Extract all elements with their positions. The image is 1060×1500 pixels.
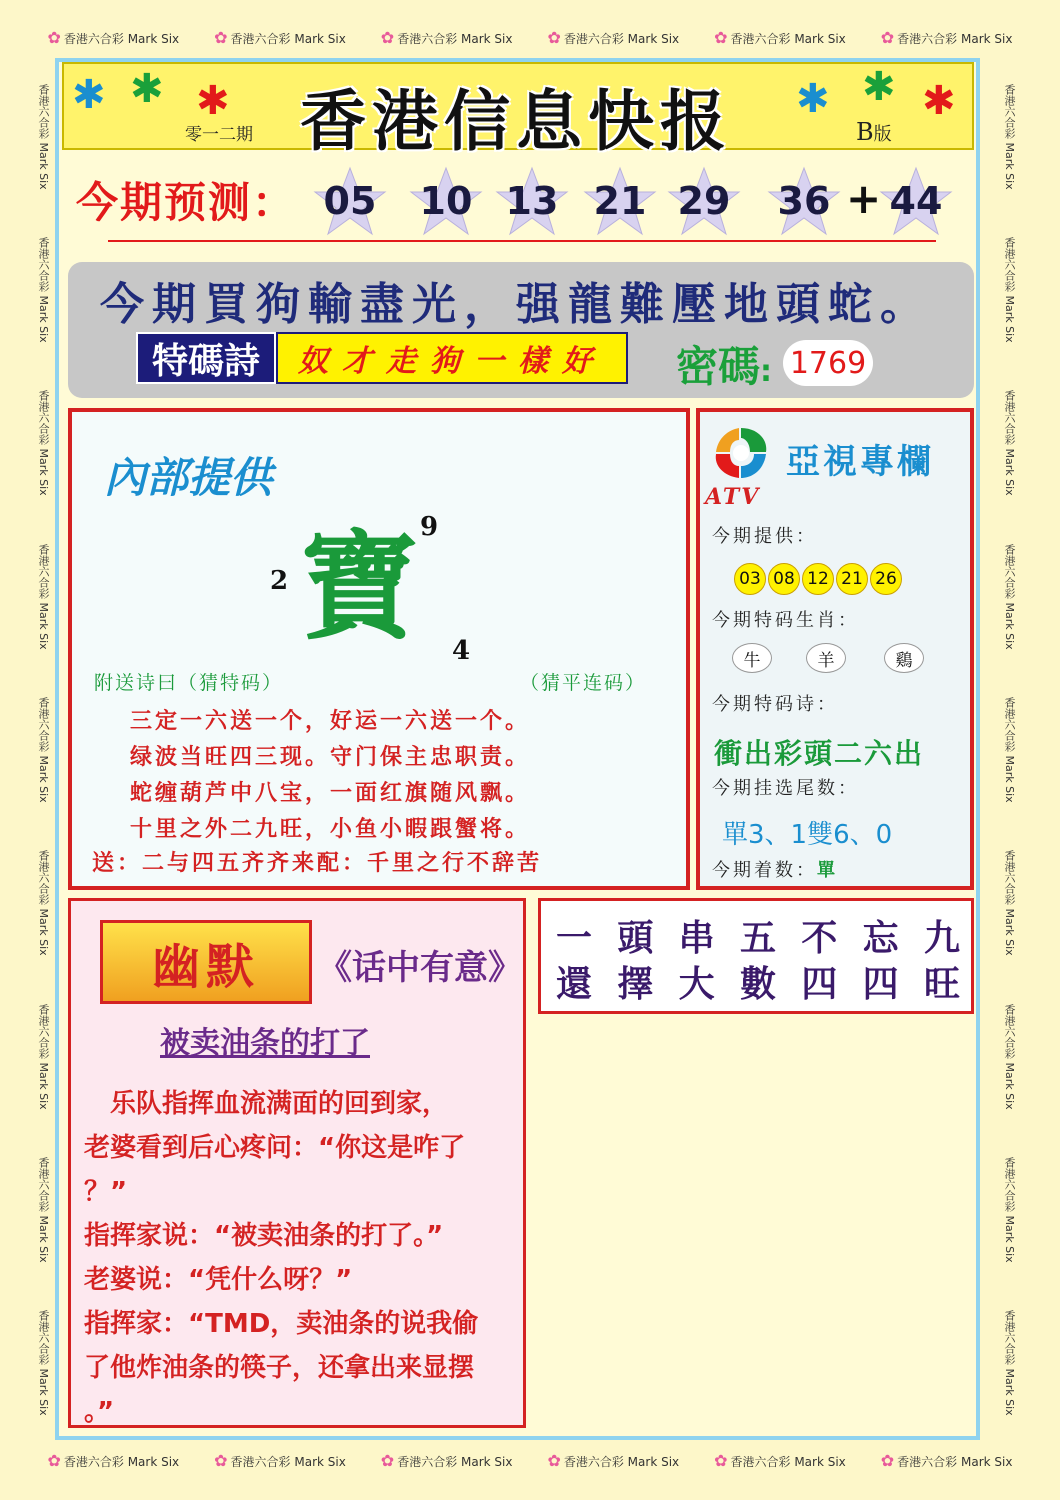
- border-label: ✿ 香港六合彩 Mark Six: [214, 27, 346, 47]
- zodiac-badge: 牛: [732, 643, 772, 673]
- border-label: 香港六合彩 Mark Six: [37, 237, 50, 343]
- humor-line: 老婆说：“凭什么呀？”: [84, 1265, 353, 1295]
- flower-icon: ✿: [47, 27, 61, 47]
- humor-line: ？”: [84, 1177, 128, 1207]
- riddle-char: 頭: [617, 917, 654, 959]
- verse-line: 十里之外二九旺，小鱼小暇跟蟹将。: [130, 817, 531, 842]
- humor-line: 了他炸油条的筷子，还拿出来显摆: [84, 1353, 475, 1383]
- border-label: ✿ 香港六合彩 Mark Six: [214, 1450, 346, 1470]
- flower-icon: ✿: [47, 1450, 61, 1470]
- border-bottom: [30, 1445, 1030, 1475]
- zodiac-badge: 鷄: [884, 643, 924, 673]
- atv-ball: 26: [870, 563, 902, 595]
- humor-line: 乐队指挥血流满面的回到家，: [84, 1089, 449, 1119]
- border-label: 香港六合彩 Mark Six: [37, 1003, 50, 1110]
- send-line: 送：二与四五齐齐来配：千里之行不辞苦: [92, 851, 543, 876]
- zodiac-badge: 羊: [806, 643, 846, 673]
- code-value: 1769: [783, 340, 873, 386]
- riddle-char: 不: [801, 917, 838, 959]
- border-label: 香港六合彩 Mark Six: [37, 1157, 50, 1263]
- border-label: 香港六合彩 Mark Six: [1003, 543, 1016, 650]
- border-label: 香港六合彩 Mark Six: [1003, 1310, 1016, 1417]
- prediction-number: 10: [408, 166, 484, 236]
- divider: [108, 240, 936, 242]
- border-label: 香港六合彩 Mark Six: [37, 850, 50, 957]
- border-left: [30, 60, 56, 1440]
- page-title: 香港信息快报: [300, 82, 732, 160]
- riddle-char: 還: [556, 963, 593, 1005]
- border-label: ✿ 香港六合彩 Mark Six: [714, 1450, 846, 1470]
- verse-line: 绿波当旺四三现。守门保主忠职责。: [130, 745, 531, 770]
- asterisk-icon: ✱: [922, 78, 956, 124]
- riddle-row: [556, 910, 960, 961]
- border-label: ✿ 香港六合彩 Mark Six: [880, 27, 1013, 47]
- atv-ball: 12: [802, 563, 834, 595]
- headline: 今期買狗輸盡光，强龍難壓地頭蛇。: [100, 279, 932, 330]
- border-label: 香港六合彩 Mark Six: [37, 83, 50, 190]
- flower-icon: ✿: [214, 1450, 228, 1470]
- border-label: 香港六合彩 Mark Six: [1003, 850, 1016, 957]
- border-label: 香港六合彩 Mark Six: [1003, 237, 1016, 343]
- flower-icon: ✿: [214, 27, 228, 47]
- count-line: 今期着数：單: [712, 860, 838, 881]
- border-right: [996, 60, 1022, 1440]
- flower-icon: ✿: [547, 27, 561, 47]
- humor-line: 老婆看到后心疼问：“你这是咋了: [84, 1133, 466, 1163]
- riddle-char: 數: [739, 963, 776, 1005]
- border-label: ✿ 香港六合彩 Mark Six: [547, 27, 680, 47]
- flower-icon: ✿: [380, 1450, 395, 1470]
- atv-poem-label: 今期特码诗：: [712, 694, 838, 715]
- humor-subtitle: 《话中有意》: [318, 948, 522, 988]
- riddle-char: 大: [678, 963, 715, 1005]
- border-label: 香港六合彩 Mark Six: [1003, 1157, 1016, 1263]
- border-label: ✿ 香港六合彩 Mark Six: [380, 27, 513, 47]
- number-top: 9: [420, 512, 439, 542]
- border-label: ✿ 香港六合彩 Mark Six: [380, 1450, 513, 1470]
- humor-body: [84, 1082, 524, 1434]
- riddle-char: 旺: [923, 963, 960, 1005]
- plus-sign: +: [846, 174, 882, 223]
- border-label: ✿ 香港六合彩 Mark Six: [47, 1450, 180, 1470]
- internal-title: 內部提供: [104, 453, 273, 502]
- humor-line: 指挥家：“TMD，卖油条的说我偷: [84, 1309, 479, 1339]
- verse-line: 三定一六送一个，好运一六送一个。: [130, 709, 531, 734]
- big-character: 寶: [300, 517, 419, 656]
- number-left: 2: [270, 566, 289, 596]
- border-label: 香港六合彩 Mark Six: [1003, 1003, 1016, 1110]
- border-label: ✿ 香港六合彩 Mark Six: [880, 1450, 1013, 1470]
- riddle-char: 一: [556, 917, 593, 959]
- zodiac-label: 今期特码生肖：: [712, 610, 859, 631]
- atv-ball: 08: [768, 563, 800, 595]
- riddle-row: [556, 956, 960, 1007]
- prediction-number: 13: [494, 166, 570, 236]
- flower-icon: ✿: [380, 27, 395, 47]
- border-label: 香港六合彩 Mark Six: [37, 1310, 50, 1417]
- number-bottom: 4: [452, 636, 471, 666]
- border-label: 香港六合彩 Mark Six: [37, 390, 50, 497]
- border-label: 香港六合彩 Mark Six: [1003, 390, 1016, 497]
- border-label: ✿ 香港六合彩 Mark Six: [47, 27, 180, 47]
- prediction-number: 36: [766, 166, 842, 236]
- code-label: 密碼:: [676, 342, 773, 391]
- atv-ball: 21: [836, 563, 868, 595]
- riddle-char: 九: [923, 917, 960, 959]
- flower-icon: ✿: [880, 27, 895, 47]
- border-top: [30, 22, 1030, 52]
- atv-logo-text: ATV: [705, 484, 761, 510]
- flower-icon: ✿: [714, 1450, 728, 1470]
- border-label: 香港六合彩 Mark Six: [37, 543, 50, 650]
- issue-number: 零一二期: [185, 125, 253, 145]
- atv-ball: 03: [734, 563, 766, 595]
- atv-title: 亞視專欄: [786, 442, 934, 482]
- poem-label: 特碼詩: [136, 332, 276, 384]
- flower-icon: ✿: [880, 1450, 895, 1470]
- border-label: ✿ 香港六合彩 Mark Six: [547, 1450, 680, 1470]
- asterisk-icon: ✱: [196, 78, 230, 124]
- atv-poem: 衝出彩頭二六出: [714, 737, 925, 770]
- provide-label: 今期提供：: [712, 526, 817, 547]
- riddle-char: 五: [739, 917, 776, 959]
- flower-icon: ✿: [714, 27, 728, 47]
- tail-label: 今期挂选尾数：: [712, 778, 859, 799]
- humor-heading: 被卖油条的打了: [160, 1026, 370, 1061]
- riddle-char: 擇: [617, 963, 654, 1005]
- verse-line: 蛇缠葫芦中八宝，一面红旗随风飘。: [130, 781, 531, 806]
- asterisk-icon: ✱: [130, 66, 164, 112]
- prediction-label: 今期预测：: [76, 178, 297, 227]
- riddle-char: 串: [678, 917, 715, 959]
- riddle-char: 忘: [862, 917, 899, 959]
- riddle-char: 四: [801, 963, 838, 1005]
- tail-value: 單3、1雙6、0: [722, 820, 893, 850]
- humor-badge: 幽默: [100, 920, 312, 1004]
- prediction-number: 05: [312, 166, 388, 236]
- prediction-number: 29: [666, 166, 742, 236]
- poem-text: 奴才走狗一樣好: [276, 332, 628, 384]
- asterisk-icon: ✱: [72, 72, 106, 118]
- prediction-number: 21: [582, 166, 658, 236]
- gift-left: 附送诗曰（猜特码）: [94, 672, 284, 694]
- atv-logo-icon: [710, 424, 772, 480]
- humor-line: 。”: [84, 1397, 115, 1427]
- asterisk-icon: ✱: [796, 76, 830, 122]
- border-label: ✿ 香港六合彩 Mark Six: [714, 27, 846, 47]
- edition-label: B版: [856, 118, 892, 146]
- humor-line: 指挥家说：“被卖油条的打了。”: [84, 1221, 444, 1251]
- special-number: 44: [878, 166, 954, 236]
- asterisk-icon: ✱: [862, 64, 896, 110]
- flower-icon: ✿: [547, 1450, 561, 1470]
- border-label: 香港六合彩 Mark Six: [1003, 697, 1016, 803]
- gift-right: （猜平连码）: [520, 672, 647, 694]
- riddle-char: 四: [862, 963, 899, 1005]
- border-label: 香港六合彩 Mark Six: [37, 697, 50, 803]
- border-label: 香港六合彩 Mark Six: [1003, 83, 1016, 190]
